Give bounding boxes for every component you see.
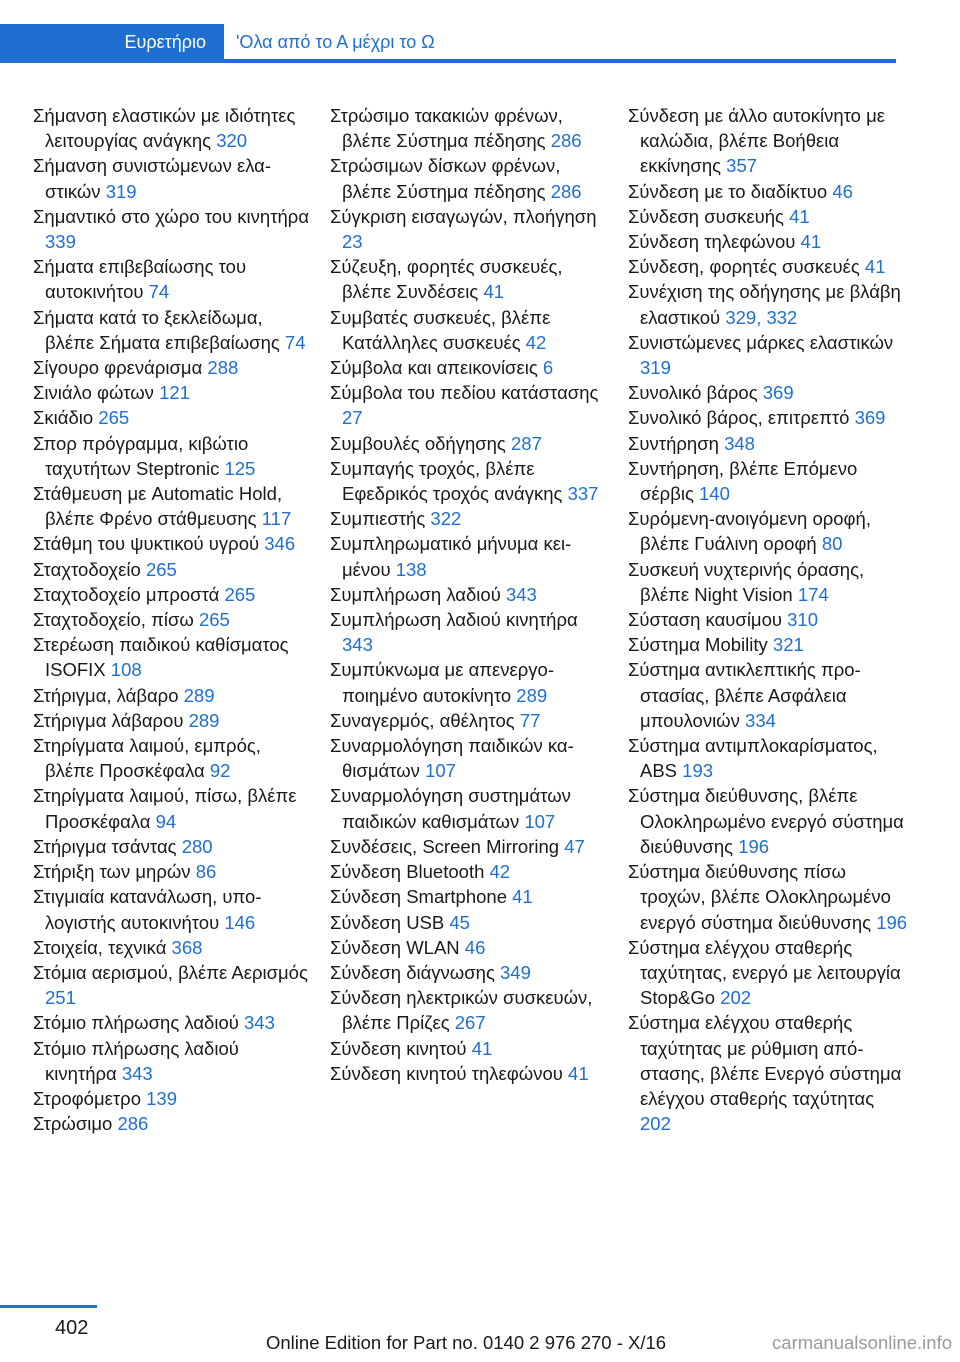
index-entry [33,153,313,203]
index-entry [330,834,610,859]
entry-page-link[interactable]: 80 [821,533,843,555]
index-column-1 [33,103,313,1136]
entry-term: Στήριγμα, λάβαρο [33,684,179,706]
index-entry [628,506,908,556]
entry-page-link[interactable]: 280 [181,835,213,857]
entry-term: Σύστημα ελέγχου σταθερής ταχύτητας με ρύθμιση απόστασης, βλέπε Ενεργό σύστημα ελέγχου σταθερής ταχύτητας [628,1012,902,1109]
index-entry [33,431,313,481]
entry-term: Συνέχιση της οδήγησης με βλάβη ελαστικού [628,281,901,328]
entry-term: Σύστημα διεύθυνσης πίσω τροχών, βλέπε Ολοκληρωμένο ενεργό σύστημα διεύθυνσης [628,861,891,933]
entry-page-link[interactable]: 349 [500,961,531,983]
entry-term: Συνιστώμενες μάρκες ελαστικών [628,331,894,353]
index-entry [330,305,610,355]
entry-page-link[interactable]: 288 [207,357,239,379]
section-tab [0,24,224,61]
entry-term: Στρώσιμων δίσκων φρένων, βλέπε Σύστημα πέδησης [330,155,561,202]
entry-page-link[interactable]: 94 [155,810,177,832]
entry-page-link[interactable]: 339 [45,231,76,253]
entry-term: Στόμιο πλήρωσης λαδιού [33,1012,239,1034]
index-column-2 [330,103,610,1086]
index-entry [628,1010,908,1136]
index-entry [33,834,313,859]
index-entry [33,380,313,405]
index-entry [330,1061,610,1086]
entry-term: Στηρίγματα λαιμού, πίσω, βλέπε Προσκέφαλα [33,785,297,832]
entry-term: Σύστημα διεύθυνσης, βλέπε Ολοκληρωμένο ενεργό σύστημα διεύθυνσης [628,785,904,857]
entry-term: Συναγερμός, αθέλητος [330,709,515,731]
index-entry [33,305,313,355]
entry-page-link[interactable]: 138 [395,558,427,580]
entry-term: Συμπαγής τροχός, βλέπε Εφεδρικός τροχός ανάγκης [330,457,563,505]
entry-page-link[interactable]: 289 [516,684,548,706]
entry-page-link[interactable]: 146 [224,911,256,933]
entry-term: Στόμια αερισμού, βλέπε Αερισμός [33,961,308,983]
entry-page-link[interactable]: 41 [864,256,886,278]
entry-term: Σύνδεση ηλεκτρικών συσκευών, βλέπε Πρίζες [330,987,593,1034]
index-entry [330,960,610,985]
entry-term: Στοιχεία, τεχνικά [33,936,167,958]
watermark: carmanualsonline.info [772,1332,952,1353]
index-entry [628,733,908,783]
index-entry [330,783,610,833]
entry-term: Στροφόμετρο [33,1087,141,1109]
index-entry [628,103,908,179]
entry-page-link[interactable]: 196 [738,835,770,857]
index-entry [330,935,610,960]
entry-page-link[interactable]: 343 [121,1062,153,1084]
entry-page-link[interactable]: 289 [183,684,215,706]
entry-page-link[interactable]: 41 [568,1062,589,1084]
index-entry [330,607,610,657]
entry-term: Σύμβολα του πεδίου κατάστασης [330,382,599,404]
entry-page-link[interactable]: 174 [797,583,829,605]
index-entry [330,204,610,254]
index-entry [330,582,610,607]
index-entry [330,431,610,456]
entry-term: Συμπληρωματικό μήνυμα κειμένου [330,533,572,580]
entry-page-link[interactable]: 320 [216,130,248,152]
index-entry [33,632,313,682]
entry-page-link[interactable]: 108 [110,659,142,681]
entry-page-link[interactable]: 46 [832,180,853,202]
entry-term: Σύστημα αντιμπλοκαρίσματος, ABS [628,735,878,782]
index-entry [33,783,313,833]
index-entry [330,859,610,884]
entry-term: Σύνδεση διάγνωσης [330,961,495,983]
entry-term: Σήματα επιβεβαίωσης του αυτοκινήτου [33,256,247,303]
entry-page-link[interactable]: 42 [489,861,511,883]
entry-term: Συνολικό βάρος [628,382,758,404]
entry-page-link[interactable]: 41 [471,1037,493,1059]
index-entry [330,1036,610,1061]
entry-page-link[interactable]: 319 [640,357,671,379]
entry-term: Σταχτοδοχείο μπροστά [33,583,220,605]
entry-page-link[interactable]: 47 [564,835,585,857]
entry-term: Σύστημα Mobility [628,634,768,656]
subsection-title: 'Ολα από το Α μέχρι το Ω [236,32,435,52]
index-entry [330,733,610,783]
entry-term: Σύνδεση τηλεφώνου [628,231,796,253]
index-entry [33,960,313,1010]
entry-page-link[interactable]: 42 [525,331,547,353]
index-entry [330,708,610,733]
entry-page-link[interactable]: 286 [117,1113,149,1135]
entry-page-link[interactable]: 139 [146,1087,177,1109]
entry-page-link[interactable]: 6 [542,357,554,379]
entry-term: Στηρίγματα λαιμού, εμπρός, βλέπε Προσκέφαλα [33,735,261,782]
entry-term: Σύνδεση Bluetooth [330,861,485,883]
index-entry [33,884,313,934]
entry-page-link[interactable]: 74 [148,281,170,303]
entry-page-link[interactable]: 343 [342,634,373,656]
index-entry [628,859,908,935]
entry-term: Συντήρηση, βλέπε Επόμενο σέρβις [628,457,858,505]
index-entry [628,330,908,380]
entry-term: Συνολικό βάρος, επιτρεπτό [628,407,850,429]
entry-term: Σύνδεση με το διαδίκτυο [628,180,828,202]
entry-term: Σύνδεση κινητού τηλεφώνου [330,1062,563,1084]
entry-page-link[interactable]: 92 [209,760,231,782]
index-entry [628,431,908,456]
index-columns [33,103,908,1243]
entry-term: Σπορ πρόγραμμα, κιβώτιο ταχυτήτων Steptronic [33,432,249,479]
index-entry [330,254,610,304]
entry-term: Σημαντικό στο χώρο του κινητήρα [33,205,310,227]
entry-page-link[interactable]: 251 [45,987,76,1009]
index-entry [330,380,610,430]
entry-page-link[interactable]: 357 [726,155,758,177]
index-entry [628,254,908,279]
entry-page-link[interactable]: 77 [519,709,541,731]
entry-page-link[interactable]: 343 [505,583,537,605]
entry-page-link[interactable]: 86 [195,861,217,883]
index-entry [330,531,610,581]
entry-term: Στήριξη των μηρών [33,861,191,883]
entry-page-link[interactable]: 289 [188,709,220,731]
entry-page-link[interactable]: 41 [512,886,533,908]
entry-term: Συνδέσεις, Screen Mirroring [330,835,560,857]
index-entry [33,1036,313,1086]
index-entry [330,506,610,531]
page-number: 402 [55,1317,89,1339]
entry-term: Συμβουλές οδήγησης [330,432,506,454]
entry-page-link[interactable]: 265 [98,407,130,429]
index-entry [33,935,313,960]
index-entry [33,1086,313,1111]
index-entry [33,557,313,582]
entry-page-link[interactable]: 329, 332 [725,306,798,328]
index-entry [33,254,313,304]
index-entry [33,103,313,153]
entry-term: Σύμβολα και απεικονίσεις [330,357,538,379]
entry-term: Στήριγμα τσάντας [33,835,177,857]
entry-term: Συμβατές συσκευές, βλέπε Κατάλληλες συσκευές [330,306,551,353]
index-entry [628,229,908,254]
entry-term: Σύνδεση, φορητές συσκευές [628,256,860,278]
entry-term: Σύνδεση Smartphone [330,886,507,908]
entry-term: Σύνδεση συσκευής [628,205,784,227]
entry-page-link[interactable]: 74 [284,331,306,353]
entry-page-link[interactable]: 27 [342,407,363,429]
edition-note: Online Edition for Part no. 0140 2 976 270 - X/16 [266,1332,667,1353]
entry-page-link[interactable]: 310 [787,609,819,631]
entry-page-link[interactable]: 265 [145,558,177,580]
entry-page-link[interactable]: 343 [244,1012,275,1034]
header-rule [0,59,896,63]
entry-term: Σύζευξη, φορητές συσκευές, βλέπε Συνδέσεις [330,256,563,303]
index-entry [33,481,313,531]
index-entry [628,380,908,405]
index-entry [33,683,313,708]
entry-term: Σύστημα αντικλεπτικής προστασίας, βλέπε Ασφάλεια μπουλονιών [628,659,861,731]
index-entry [33,1111,313,1136]
entry-term: Στάθμη του ψυκτικού υγρού [33,533,260,555]
index-entry [330,657,610,707]
index-entry [628,279,908,329]
entry-page-link[interactable]: 286 [550,180,582,202]
index-entry [628,557,908,607]
entry-term: Στρώσιμο [33,1113,113,1135]
entry-term: Σταχτοδοχείο, πίσω [33,609,194,631]
entry-page-link[interactable]: 286 [550,130,582,152]
index-entry [33,355,313,380]
entry-term: Σύνδεση με άλλο αυτοκίνητο με καλώδια, βλέπε Βοήθεια εκκίνησης [628,105,886,177]
entry-page-link[interactable]: 346 [264,533,296,555]
page-header [0,24,896,63]
entry-page-link[interactable]: 369 [762,382,794,404]
entry-term: Σύνδεση WLAN [330,936,460,958]
entry-page-link[interactable]: 125 [224,457,256,479]
entry-page-link[interactable]: 41 [483,281,505,303]
index-entry [33,607,313,632]
entry-page-link[interactable]: 107 [524,810,556,832]
entry-page-link[interactable]: 334 [745,709,776,731]
entry-term: Σήματα κατά το ξεκλείδωμα, βλέπε Σήματα επιβεβαίωσης [33,306,280,353]
entry-term: Συμπύκνωμα με απενεργοποιημένο αυτοκίνητο [330,659,555,706]
entry-term: Σταχτοδοχείο [33,558,141,580]
entry-page-link[interactable]: 287 [511,432,542,454]
entry-page-link[interactable]: 202 [640,1113,671,1135]
index-entry [330,884,610,909]
index-entry [330,355,610,380]
entry-page-link[interactable]: 107 [425,760,456,782]
index-entry [33,204,313,254]
entry-term: Συρόμενη-ανοιγόμενη οροφή, βλέπε Γυάλινη οροφή [628,508,871,555]
index-entry [628,204,908,229]
index-entry [330,910,610,935]
entry-term: Στήριγμα λάβαρου [33,709,184,731]
index-entry [628,783,908,859]
entry-term: Σίγουρο φρενάρισμα [33,357,203,379]
entry-term: Συμπλήρωση λαδιού [330,583,501,605]
entry-term: Συμπιεστής [330,508,426,530]
entry-page-link[interactable]: 319 [105,180,137,202]
entry-term: Σύνδεση USB [330,911,445,933]
entry-term: Στρώσιμο τακακιών φρένων, βλέπε Σύστημα πέδησης [330,105,563,152]
entry-page-link[interactable]: 45 [449,911,470,933]
index-entry [628,657,908,733]
entry-page-link[interactable]: 23 [342,231,363,253]
entry-page-link[interactable]: 267 [454,1012,486,1034]
entry-page-link[interactable]: 117 [261,508,292,530]
index-entry [33,405,313,430]
index-entry [628,607,908,632]
entry-page-link[interactable]: 41 [800,231,822,253]
entry-page-link[interactable]: 265 [224,583,256,605]
entry-term: Σκιάδιο [33,407,94,429]
entry-term: Στερέωση παιδικού καθίσματος ISOFIX [33,634,289,681]
entry-term: Σύστημα ελέγχου σταθερής ταχύτητας, ενεργό με λειτουργία Stop&Go [628,936,901,1009]
index-entry [33,582,313,607]
entry-term: Σινιάλο φώτων [33,382,154,404]
index-entry [330,103,610,153]
index-entry [628,405,908,430]
entry-page-link[interactable]: 202 [720,987,752,1009]
index-entry [33,531,313,556]
entry-page-link[interactable]: 46 [464,936,486,958]
entry-term: Σήμανση συνιστώμενων ελαστικών [33,155,272,202]
entry-term: Συντήρηση [628,432,719,454]
entry-page-link[interactable]: 121 [159,382,190,404]
entry-page-link[interactable]: 348 [724,432,755,454]
entry-page-link[interactable]: 368 [171,936,203,958]
index-entry [628,179,908,204]
entry-term: Σύσταση καυσίμου [628,609,782,631]
entry-page-link[interactable]: 337 [567,483,599,505]
entry-page-link[interactable]: 193 [682,760,714,782]
index-entry [628,935,908,1011]
index-entry [33,859,313,884]
entry-page-link[interactable]: 321 [772,634,804,656]
entry-term: Στιγμιαία κατανάλωση, υπολογιστής αυτοκινήτου [33,886,262,933]
entry-term: Συσκευή νυχτερινής όρασης, βλέπε Night Vision [628,558,865,605]
entry-term: Συμπλήρωση λαδιού κινητήρα [330,609,578,631]
index-entry [33,708,313,733]
entry-page-link[interactable]: 369 [854,407,886,429]
index-entry [33,733,313,783]
entry-term: Σήμανση ελαστικών με ιδιότητες λειτουργίας ανάγκης [33,105,296,152]
entry-term: Συναρμολόγηση παιδικών καθισμάτων [330,735,574,782]
entry-page-link[interactable]: 322 [430,508,462,530]
index-entry [33,1010,313,1035]
index-entry [330,456,610,506]
entry-term: Συναρμολόγηση συστημάτων παιδικών καθισμάτων [330,785,571,832]
index-entry [628,456,908,506]
entry-page-link[interactable]: 196 [876,911,908,933]
entry-term: Σύνδεση κινητού [330,1037,467,1059]
entry-term: Στάθμευση με Automatic Hold, βλέπε Φρένο στάθμευσης [33,483,283,530]
footer-rule [0,1305,97,1308]
index-entry [330,153,610,203]
entry-page-link[interactable]: 140 [699,483,730,505]
index-entry [330,985,610,1035]
index-column-3 [628,103,908,1136]
entry-page-link[interactable]: 41 [789,205,810,227]
entry-term: Στόμιο πλήρωσης λαδιού κινητήρα [33,1037,239,1084]
entry-term: Σύγκριση εισαγωγών, πλοήγηση [330,205,597,227]
index-entry [628,632,908,657]
section-tab-label: Ευρετήριο [124,32,206,52]
entry-page-link[interactable]: 265 [198,609,230,631]
